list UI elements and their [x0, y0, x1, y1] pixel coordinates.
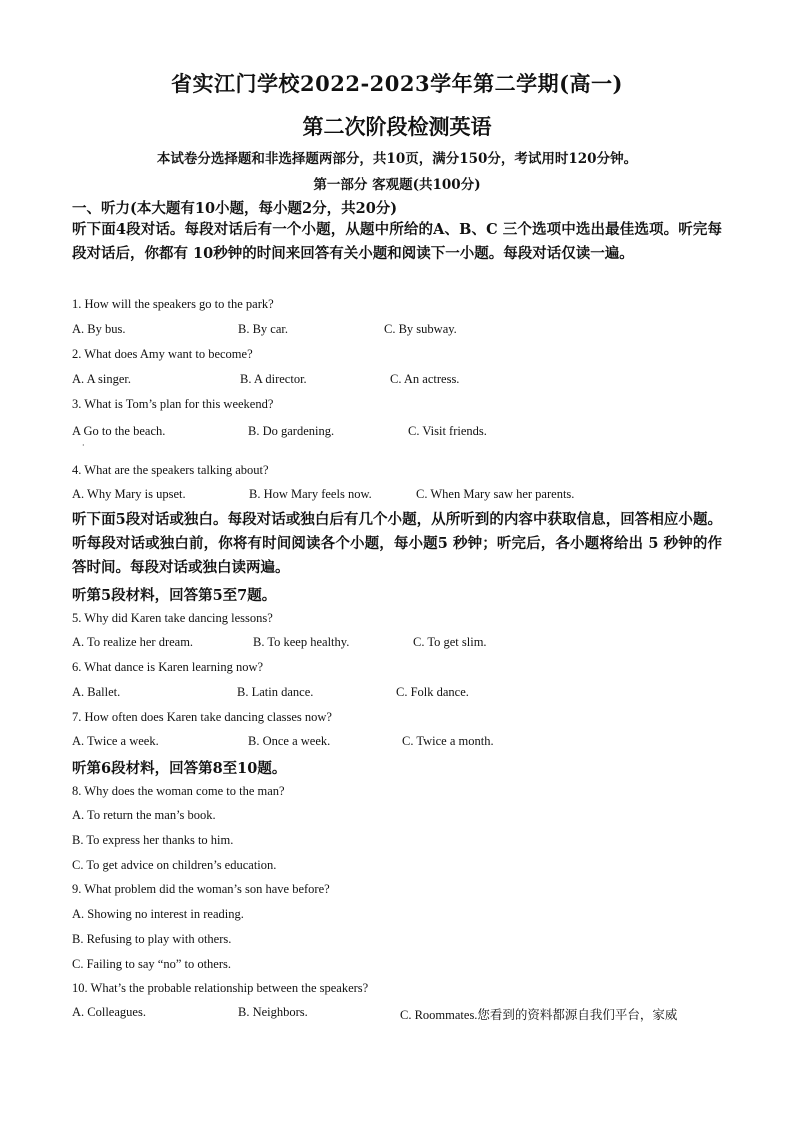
- option-a: A. Ballet.: [72, 685, 121, 699]
- question-stem: 9. What problem did the woman’s son have before?: [72, 882, 330, 896]
- question-stem: 4. What are the speakers talking about?: [72, 463, 269, 477]
- material-6-heading: 听第6段材料，回答第8至10题。: [72, 760, 287, 777]
- question-stem: 3. What is Tom’s plan for this weekend?: [72, 397, 274, 411]
- option-a: A. To return the man’s book.: [72, 808, 216, 822]
- option-b: B. To express her thanks to him.: [72, 833, 234, 847]
- question-stem: 8. Why does the woman come to the man?: [72, 784, 285, 798]
- option-b: B. Refusing to play with others.: [72, 932, 232, 946]
- exam-title: 省实江门学校2022-2023学年第二学期(高一): [171, 71, 623, 96]
- option-a: A. Why Mary is upset.: [72, 487, 186, 501]
- option-c: C. Twice a month.: [402, 734, 494, 748]
- stray-mark: ·: [82, 441, 85, 450]
- material-5-heading: 听第5段材料，回答第5至7题。: [72, 587, 277, 604]
- option-b: B. A director.: [240, 372, 307, 386]
- option-a: A. Twice a week.: [72, 734, 159, 748]
- option-b: B. How Mary feels now.: [249, 487, 372, 501]
- option-b: B. Latin dance.: [237, 685, 314, 699]
- option-c: C. To get slim.: [413, 635, 487, 649]
- option-c: C. When Mary saw her parents.: [416, 487, 575, 501]
- part-title: 第一部分 客观题(共100分): [313, 177, 481, 193]
- exam-info: 本试卷分选择题和非选择题两部分，共10页，满分150分，考试用时120分钟。: [156, 151, 638, 167]
- option-b: B. By car.: [238, 322, 288, 336]
- option-a: A. By bus.: [72, 322, 126, 336]
- question-stem: 2. What does Amy want to become?: [72, 347, 253, 361]
- option-a: A. To realize her dream.: [72, 635, 194, 649]
- instructions-short-dialogues: 听下面4段对话。每段对话后有一个小题，从题中所给的A、B、C 三个选项中选出最佳选项。听完每段对话后，你都有 10秒钟的时间来回答有关小题和阅读下一小题。每段对话仅读一遍。: [72, 221, 722, 262]
- option-a: A. Colleagues.: [72, 1005, 146, 1019]
- option-c: C. An actress.: [390, 372, 460, 386]
- question-stem: 10. What’s the probable relationship between the speakers?: [72, 981, 369, 995]
- question-stem: 5. Why did Karen take dancing lessons?: [72, 611, 273, 625]
- option-c: C. By subway.: [384, 322, 457, 336]
- option-c: C. Visit friends.: [408, 424, 487, 438]
- option-c: C. Roommates.您看到的资料都源自我们平台，家威: [400, 1008, 678, 1022]
- option-b: B. Once a week.: [248, 734, 331, 748]
- option-a: A. A singer.: [72, 372, 132, 386]
- option-b: B. To keep healthy.: [253, 635, 350, 649]
- option-a: A Go to the beach.: [72, 424, 166, 438]
- option-b: B. Do gardening.: [248, 424, 335, 438]
- option-c: C. To get advice on children’s education.: [72, 858, 277, 872]
- option-a: A. Showing no interest in reading.: [72, 907, 244, 921]
- option-c: C. Folk dance.: [396, 685, 469, 699]
- instructions-long-dialogues: 听下面5段对话或独白。每段对话或独白后有几个小题，从所听到的内容中获取信息，回答相应小题。听每段对话或独白前，你将有时间阅读各个小题，每小题5 秒钟；听完后，各小题将给出 5 秒钟的作答时间。每段对话或独白读两遍。: [72, 511, 722, 576]
- exam-subtitle: 第二次阶段检测英语: [302, 114, 492, 139]
- question-stem: 6. What dance is Karen learning now?: [72, 660, 264, 674]
- question-stem: 1. How will the speakers go to the park?: [72, 297, 274, 311]
- question-stem: 7. How often does Karen take dancing classes now?: [72, 710, 332, 724]
- section-heading-listening: 一、听力(本大题有10小题，每小题2分，共20分): [72, 200, 398, 217]
- option-b: B. Neighbors.: [238, 1005, 308, 1019]
- option-c: C. Failing to say “no” to others.: [72, 957, 232, 971]
